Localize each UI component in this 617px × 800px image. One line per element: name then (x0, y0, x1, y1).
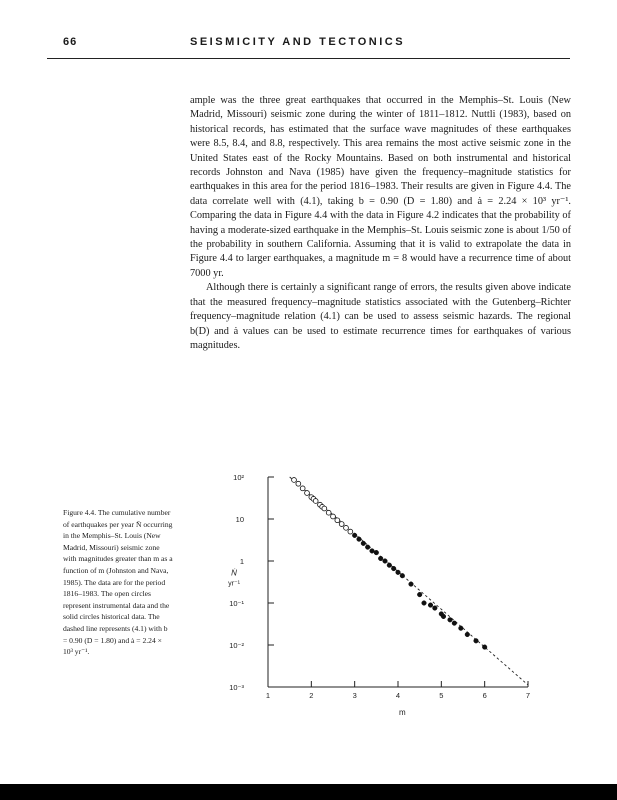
historical-point (417, 592, 422, 597)
historical-point (378, 556, 383, 561)
instrumental-point (296, 481, 301, 486)
instrumental-point (348, 529, 353, 534)
chart-points (292, 478, 487, 650)
historical-point (391, 566, 396, 571)
y-axis-title: Ṅ (231, 568, 237, 578)
bottom-scan-border (0, 784, 617, 800)
historical-point (428, 603, 433, 608)
x-tick-label: 2 (309, 691, 314, 700)
historical-point (482, 645, 487, 650)
instrumental-point (305, 491, 310, 496)
historical-point (441, 614, 446, 619)
y-tick-label: 10⁻² (229, 641, 244, 650)
chart-axes (228, 473, 530, 717)
historical-point (352, 533, 357, 538)
frequency-magnitude-chart (212, 462, 542, 722)
instrumental-point (331, 514, 336, 519)
historical-point (465, 632, 470, 637)
y-tick-label: 1 (239, 557, 244, 566)
instrumental-point (322, 506, 327, 511)
historical-point (365, 545, 370, 550)
x-axis-title: m (398, 708, 406, 717)
paragraph-1: ample was the three great earthquakes that occurred in the Memphis–St. Louis (New Madrid, Missouri) seismic zone during the winter of 1811–1812. Nuttli (1983), based on historical records, has estimated that the surface wave magnitudes of these earthquakes were 8.5, 8.4, and 8.8, respectively. This area remains the most active seismic zone in the United States east of the Rocky Mountains. Based on both instrumental and historical records Johnston and Nava (1985) have given the frequency–magnitude statistics for earthquakes in this area for the period 1816–1983. Their results are given in Figure 4.4. The data correlate well with (4.1), taking b = 0.90 (D = 1.80) and ȧ = 2.24 × 10³ yr⁻¹. Comparing the data in Figure 4.4 with the data in Figure 4.2 indicates that the probability of having a moderate-sized earthquake in the Memphis–St. Louis seismic zone is about 1/50 of the probability in southern California. Assuming that it is valid to extrapolate the data in Figure 4.4 to larger earthquakes, a magnitude m = 8 would have a recurrence time of about 7000 yr. (190, 95, 571, 279)
figure-caption: Figure 4.4. The cumulative number of earthquakes per year N̄ occurring in the Memphis–St. Louis (New Madrid, Missouri) seismic zone with magnitudes greater than m as a function of m (Johnston and Nava, 1985). The data are for the period 1816–1983. The open circles represent instrumental data and the solid circles historical data. The dashed line represents (4.1) with b = 0.90 (D = 1.80) and ȧ = 2.24 × 10³ yr⁻¹. (63, 508, 173, 657)
historical-point (357, 537, 362, 542)
historical-point (409, 582, 414, 587)
historical-point (374, 550, 379, 555)
instrumental-point (326, 510, 331, 515)
running-head: SEISMICITY AND TECTONICS (190, 36, 406, 48)
historical-point (448, 618, 453, 623)
y-tick-label: 10 (235, 515, 244, 524)
instrumental-point (335, 518, 340, 523)
historical-point (474, 639, 479, 644)
instrumental-point (300, 486, 305, 491)
x-tick-label: 7 (525, 691, 531, 700)
paragraph-2: Although there is certainly a significant range of errors, the results given above indicate that the measured frequency–magnitude statistics associated with the Gutenberg–Richter frequency–magnitude relation (4.1) can be used to assess seismic hazards. The regional b(D) and ȧ values can be used to estimate recurrence times for earthquakes of various magnitudes. (190, 282, 571, 351)
historical-point (400, 573, 405, 578)
historical-point (422, 601, 427, 606)
y-tick-label: 10⁻³ (229, 683, 244, 692)
x-tick-label: 6 (482, 691, 487, 700)
instrumental-point (292, 478, 297, 483)
historical-point (361, 541, 366, 546)
historical-point (452, 621, 457, 626)
historical-point (383, 559, 388, 564)
historical-point (370, 549, 375, 554)
instrumental-point (344, 525, 349, 530)
historical-point (396, 570, 401, 575)
historical-point (387, 563, 392, 568)
historical-point (459, 626, 464, 631)
x-tick-label: 1 (265, 691, 271, 700)
x-tick-label: 5 (439, 691, 444, 700)
x-tick-label: 4 (395, 691, 401, 700)
page-number: 66 (63, 36, 78, 48)
header-rule (47, 58, 570, 59)
x-tick-label: 3 (352, 691, 357, 700)
instrumental-point (313, 499, 318, 504)
y-axis-unit: yr⁻¹ (228, 580, 240, 588)
instrumental-point (339, 522, 344, 527)
body-text (190, 94, 571, 353)
historical-point (433, 606, 438, 611)
y-tick-label: 10⁻¹ (229, 599, 244, 608)
y-tick-label: 10² (233, 473, 244, 482)
